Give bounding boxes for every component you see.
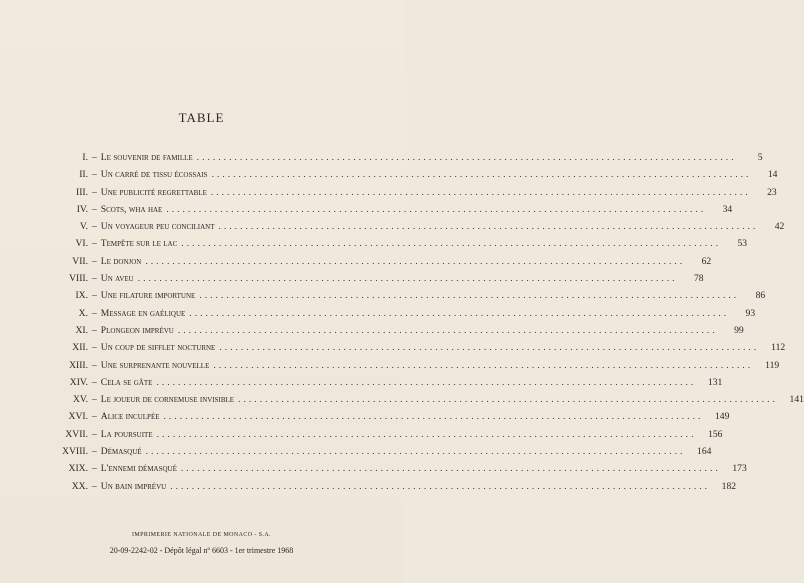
leader-dots: .................................................................................................... bbox=[238, 394, 778, 406]
separator: – bbox=[92, 238, 97, 250]
separator: – bbox=[92, 376, 97, 388]
chapter-number: XVI. bbox=[68, 411, 88, 423]
chapter-number: XI. bbox=[75, 324, 88, 336]
separator: – bbox=[92, 446, 97, 458]
toc-entry bbox=[30, 152, 763, 169]
chapter-title: Un voyageur peu conciliant bbox=[100, 221, 215, 233]
separator: – bbox=[92, 480, 97, 492]
chapter-number: IV. bbox=[76, 203, 88, 215]
page-number: 62 bbox=[701, 255, 712, 267]
page-number: 99 bbox=[734, 324, 744, 336]
page-number: 23 bbox=[767, 186, 777, 198]
legal-deposit-line: 20-09-2242-02 - Dépôt légal nº 6603 - 1er trimestre 1968 bbox=[109, 546, 294, 555]
chapter-number: VIII. bbox=[69, 273, 88, 285]
chapter-title: Tempête sur le lac bbox=[100, 238, 178, 250]
chapter-title: Une publicité regrettable bbox=[100, 186, 207, 198]
chapter-number: XVIII. bbox=[62, 446, 88, 458]
leader-dots: .................................................................................................... bbox=[219, 342, 760, 354]
chapter-title: Une filature importune bbox=[100, 290, 196, 302]
page-number: 42 bbox=[774, 221, 785, 233]
toc-entry bbox=[30, 411, 730, 428]
chapter-number: XIII. bbox=[69, 359, 88, 371]
leader-dots: .................................................................................................... bbox=[196, 152, 737, 163]
separator: – bbox=[92, 463, 97, 475]
chapter-number: XX. bbox=[71, 480, 88, 492]
chapter-number: XV. bbox=[72, 394, 88, 406]
page-number: 93 bbox=[745, 307, 756, 319]
leader-dots: .................................................................................................... bbox=[137, 273, 678, 285]
page-number: 112 bbox=[771, 342, 786, 354]
page-title: TABLE bbox=[178, 110, 225, 125]
page-number: 119 bbox=[765, 359, 780, 371]
leader-dots: .................................................................................................... bbox=[210, 186, 751, 198]
leader-dots: .................................................................................................... bbox=[156, 428, 697, 440]
chapter-number: VII. bbox=[72, 255, 88, 267]
chapter-title: Le souvenir de famille bbox=[100, 152, 193, 163]
page-number: 14 bbox=[767, 169, 778, 181]
leader-dots: .................................................................................................... bbox=[181, 238, 722, 250]
chapter-number: IX. bbox=[75, 290, 88, 302]
chapter-number: I. bbox=[82, 152, 88, 163]
chapter-title: L'ennemi démasqué bbox=[100, 463, 177, 475]
chapter-title: Alice inculpée bbox=[100, 411, 160, 423]
printer-imprint: IMPRIMERIE NATIONALE DE MONACO - S.A. bbox=[132, 532, 271, 538]
chapter-number: II. bbox=[79, 169, 88, 181]
table-of-contents bbox=[30, 152, 804, 498]
separator: – bbox=[92, 324, 97, 336]
toc-entry bbox=[30, 255, 712, 273]
separator: – bbox=[92, 186, 97, 198]
chapter-number: V. bbox=[79, 221, 88, 233]
chapter-number: XII. bbox=[72, 342, 88, 354]
page-number: 164 bbox=[697, 446, 712, 458]
leader-dots: .................................................................................................... bbox=[180, 463, 721, 475]
leader-dots: .................................................................................................... bbox=[189, 307, 730, 319]
separator: – bbox=[92, 221, 97, 233]
chapter-title: Un aveu bbox=[100, 273, 134, 285]
separator: – bbox=[92, 152, 97, 163]
chapter-title: Cela se gâte bbox=[100, 376, 153, 388]
separator: – bbox=[92, 359, 97, 371]
chapter-number: III. bbox=[76, 186, 88, 198]
chapter-title: La poursuite bbox=[100, 428, 153, 440]
leader-dots: .................................................................................................... bbox=[199, 290, 740, 302]
leader-dots: .................................................................................................... bbox=[211, 169, 752, 181]
page-number: 173 bbox=[732, 463, 747, 475]
toc-entry bbox=[30, 376, 723, 394]
chapter-title: Le joueur de cornemuse invisible bbox=[100, 394, 235, 406]
page-number: 156 bbox=[708, 428, 723, 440]
chapter-title: Un carré de tissu écossais bbox=[100, 169, 208, 181]
chapter-title: Plongeon imprévu bbox=[100, 324, 174, 336]
chapter-title: Message en gaélique bbox=[100, 307, 186, 319]
separator: – bbox=[92, 273, 97, 285]
page-number: 86 bbox=[755, 290, 766, 302]
page-number: 5 bbox=[757, 152, 763, 163]
separator: – bbox=[92, 394, 97, 406]
page-number: 53 bbox=[737, 238, 748, 250]
chapter-title: Scots, wha hae bbox=[100, 203, 163, 215]
toc-entry bbox=[30, 428, 723, 446]
leader-dots: .................................................................................................... bbox=[163, 411, 704, 423]
toc-entry bbox=[30, 307, 756, 325]
page-number: 131 bbox=[707, 376, 723, 388]
separator: – bbox=[92, 255, 97, 267]
page-number: 149 bbox=[714, 411, 730, 423]
toc-entry bbox=[30, 203, 733, 221]
leader-dots: .................................................................................................... bbox=[156, 376, 697, 388]
page-number: 182 bbox=[721, 480, 737, 492]
chapter-title: Démasqué bbox=[100, 446, 142, 458]
leader-dots: .................................................................................................... bbox=[218, 221, 759, 233]
page-number: 78 bbox=[693, 273, 704, 285]
chapter-title: Le donjon bbox=[100, 255, 142, 267]
separator: – bbox=[92, 342, 97, 354]
page-number: 141 bbox=[789, 394, 804, 406]
toc-entry bbox=[30, 324, 744, 342]
leader-dots: .................................................................................................... bbox=[177, 324, 718, 336]
chapter-title: Une surprenante nouvelle bbox=[100, 359, 210, 371]
chapter-title: Un bain imprévu bbox=[100, 480, 167, 492]
leader-dots: .................................................................................................... bbox=[145, 255, 686, 267]
chapter-title: Un coup de sifflet nocturne bbox=[100, 342, 216, 354]
toc-entry bbox=[30, 290, 766, 307]
toc-entry bbox=[30, 359, 780, 377]
leader-dots: .................................................................................................... bbox=[170, 480, 711, 492]
page-number: 34 bbox=[722, 203, 733, 215]
chapter-number: X. bbox=[78, 307, 88, 319]
leader-dots: .................................................................................................... bbox=[145, 446, 686, 458]
chapter-number: XIV. bbox=[69, 376, 88, 388]
leader-dots: .................................................................................................... bbox=[213, 359, 754, 371]
toc-entry bbox=[30, 186, 777, 204]
separator: – bbox=[92, 307, 97, 319]
toc-entry bbox=[30, 446, 712, 463]
separator: – bbox=[92, 203, 97, 215]
toc-entry bbox=[30, 238, 748, 255]
toc-entry bbox=[30, 480, 737, 498]
separator: – bbox=[92, 411, 97, 423]
chapter-number: XVII. bbox=[65, 428, 88, 440]
separator: – bbox=[92, 428, 97, 440]
toc-entry bbox=[30, 169, 778, 186]
chapter-number: VI. bbox=[75, 238, 88, 250]
separator: – bbox=[92, 169, 97, 181]
separator: – bbox=[92, 290, 97, 302]
toc-entry bbox=[30, 342, 786, 359]
toc-entry bbox=[30, 221, 785, 238]
toc-entry bbox=[30, 273, 704, 290]
leader-dots: .................................................................................................... bbox=[166, 203, 707, 215]
toc-entry bbox=[30, 394, 804, 411]
toc-entry bbox=[30, 463, 747, 480]
chapter-number: XIX. bbox=[68, 463, 88, 475]
